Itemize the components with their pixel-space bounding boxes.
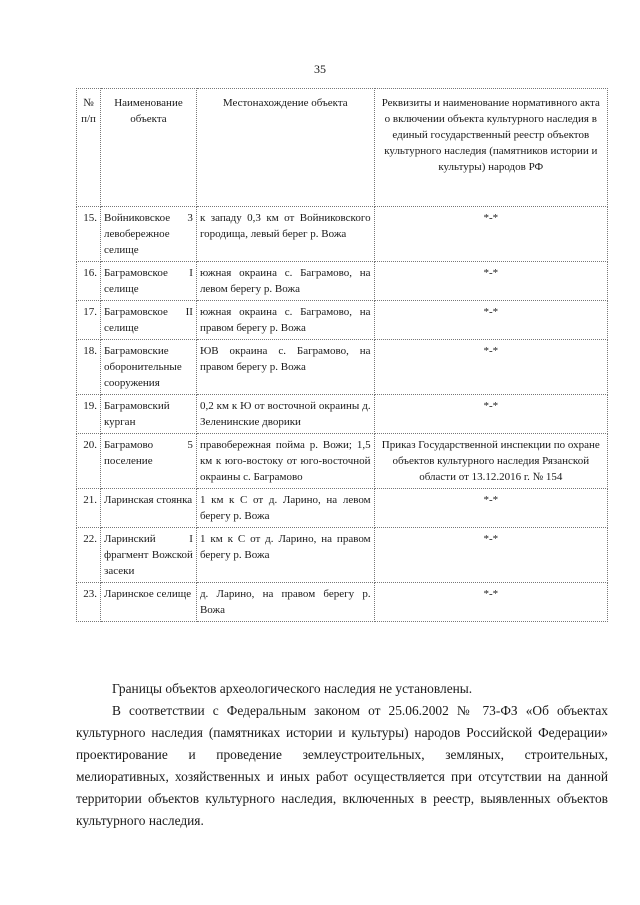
table-row [77, 528, 608, 583]
row-location: 1 км к С от д. Ларино, на левом берегу р. Вожа [196, 489, 374, 528]
paragraph-federal-law: В соответствии с Федеральным законом от 25.06.2002 № 73-ФЗ «Об объектах культурного наследия (памятниках истории и культуры) народов Российской Федерации» проектирование и проведение землеустроительных, земляных, строительных, мелиоративных, хозяйственных и иных работ осуществляется при отсутствии на данной территории объектов культурного наследия, включенных в реестр, выявленных объектов культурного наследия. [76, 703, 608, 828]
row-location: к западу 0,3 км от Войниковского городища, левый берег р. Вожа [196, 207, 374, 262]
row-requisites: *-* [374, 489, 607, 528]
row-name: Баграмово 5 поселение [100, 434, 196, 489]
row-num: 16. [77, 262, 101, 301]
row-location: южная окраина с. Баграмово, на правом берегу р. Вожа [196, 301, 374, 340]
row-location: 0,2 км к Ю от восточной окраины д. Зеленинские дворики [196, 395, 374, 434]
body-text [76, 678, 608, 832]
row-name: Баграмовский курган [100, 395, 196, 434]
row-location: 1 км к С от д. Ларино, на правом берегу р. Вожа [196, 528, 374, 583]
header-num: № п/п [77, 89, 101, 207]
row-name: Ларинский I фрагмент Вожской засеки [100, 528, 196, 583]
row-name: Баграмовское I селище [100, 262, 196, 301]
table-row [77, 583, 608, 622]
row-num: 22. [77, 528, 101, 583]
table-row [77, 207, 608, 262]
row-requisites: *-* [374, 583, 607, 622]
row-num: 19. [77, 395, 101, 434]
row-location: ЮВ окраина с. Баграмово, на правом берегу р. Вожа [196, 340, 374, 395]
header-requisites: Реквизиты и наименование нормативного акта о включении объекта культурного наследия в единый государственный реестр объектов культурного наследия (памятников истории и культуры) народов РФ [374, 89, 607, 207]
table-row [77, 340, 608, 395]
table-row [77, 301, 608, 340]
table-row [77, 434, 608, 489]
row-name: Войниковское 3 левобережное селище [100, 207, 196, 262]
row-name: Ларинское селище [100, 583, 196, 622]
header-name: Наименование объекта [100, 89, 196, 207]
row-num: 20. [77, 434, 101, 489]
page-number: 35 [314, 62, 326, 76]
row-location: д. Ларино, на правом берегу р. Вожа [196, 583, 374, 622]
table-row [77, 262, 608, 301]
row-requisites: *-* [374, 207, 607, 262]
table-row [77, 395, 608, 434]
row-num: 18. [77, 340, 101, 395]
row-requisites: Приказ Государственной инспекции по охране объектов культурного наследия Рязанской области от 13.12.2016 г. № 154 [374, 434, 607, 489]
table-header-row [77, 89, 608, 207]
row-location: южная окраина с. Баграмово, на левом берегу р. Вожа [196, 262, 374, 301]
row-num: 23. [77, 583, 101, 622]
row-requisites: *-* [374, 528, 607, 583]
row-num: 17. [77, 301, 101, 340]
header-location: Местонахождение объекта [196, 89, 374, 207]
table-row [77, 489, 608, 528]
row-name: Ларинская стоянка [100, 489, 196, 528]
row-num: 15. [77, 207, 101, 262]
row-requisites: *-* [374, 301, 607, 340]
row-requisites: *-* [374, 262, 607, 301]
row-name: Баграмовское II селище [100, 301, 196, 340]
row-name: Баграмовские оборонительные сооружения [100, 340, 196, 395]
row-num: 21. [77, 489, 101, 528]
paragraph-boundaries: Границы объектов археологического наследия не установлены. [112, 681, 473, 696]
row-requisites: *-* [374, 340, 607, 395]
heritage-objects-table [76, 88, 608, 622]
row-location: правобережная пойма р. Вожи; 1,5 км к юго-востоку от юго-восточной окраины с. Баграмово [196, 434, 374, 489]
row-requisites: *-* [374, 395, 607, 434]
